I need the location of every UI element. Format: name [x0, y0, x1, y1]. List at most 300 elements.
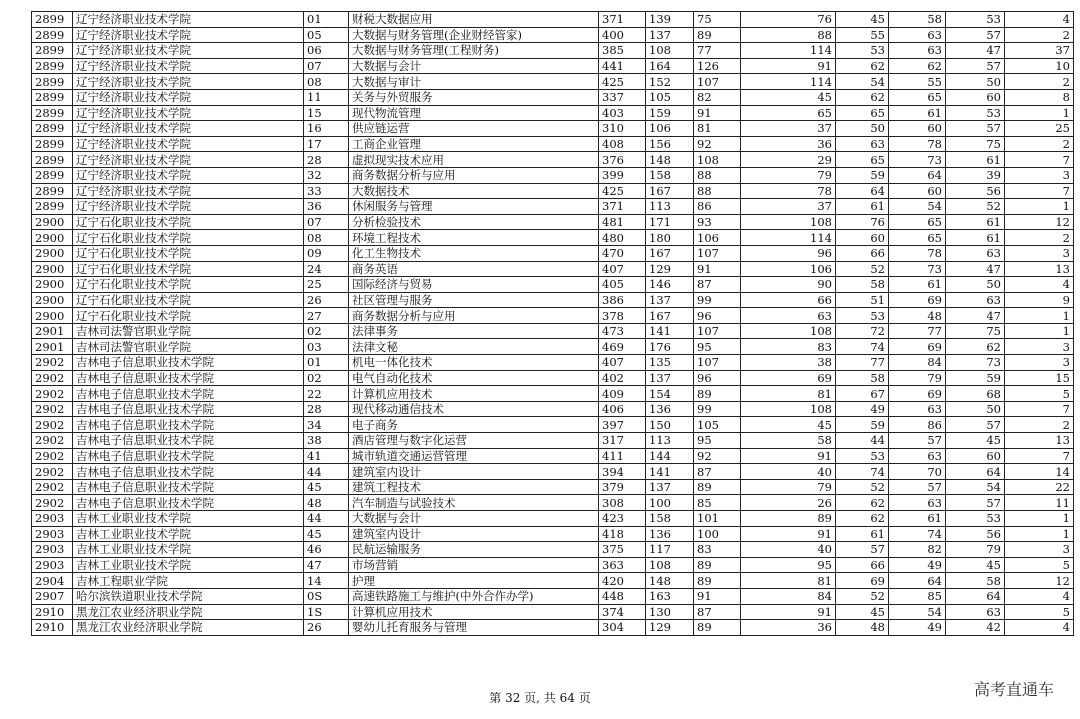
- cell-major-code: 03: [304, 339, 349, 355]
- cell-score-2: 107: [694, 74, 741, 90]
- cell-score-1: 136: [646, 401, 694, 417]
- cell-score-1: 105: [646, 89, 694, 105]
- cell-score-4: 59: [836, 167, 889, 183]
- cell-score-2: 95: [694, 433, 741, 449]
- cell-school-code: 2910: [32, 620, 73, 636]
- table-row: [32, 542, 1074, 558]
- cell-major-name: 虚拟现实技术应用: [349, 152, 599, 168]
- cell-score-2: 99: [694, 401, 741, 417]
- cell-score-1: 106: [646, 121, 694, 137]
- cell-score-5: 57: [889, 479, 946, 495]
- cell-score-5: 69: [889, 386, 946, 402]
- cell-major-code: 45: [304, 526, 349, 542]
- cell-score-5: 69: [889, 292, 946, 308]
- cell-total-score: 304: [599, 620, 646, 636]
- table-row: [32, 105, 1074, 121]
- cell-school-name: 辽宁经济职业技术学院: [73, 43, 304, 59]
- cell-major-name: 大数据与会计: [349, 58, 599, 74]
- cell-school-name: 辽宁经济职业技术学院: [73, 89, 304, 105]
- cell-total-score: 371: [599, 199, 646, 215]
- cell-school-code: 2900: [32, 292, 73, 308]
- cell-count: 10: [1005, 58, 1074, 74]
- table-row: [32, 277, 1074, 293]
- cell-school-name: 辽宁石化职业技术学院: [73, 230, 304, 246]
- cell-score-3: 29: [741, 152, 836, 168]
- cell-score-1: 167: [646, 308, 694, 324]
- cell-major-name: 电气自动化技术: [349, 370, 599, 386]
- cell-score-1: 163: [646, 588, 694, 604]
- cell-score-2: 89: [694, 557, 741, 573]
- cell-score-5: 49: [889, 620, 946, 636]
- cell-school-name: 辽宁经济职业技术学院: [73, 105, 304, 121]
- cell-score-4: 62: [836, 89, 889, 105]
- cell-count: 5: [1005, 604, 1074, 620]
- cell-score-3: 38: [741, 355, 836, 371]
- table-row: [32, 183, 1074, 199]
- cell-score-3: 81: [741, 386, 836, 402]
- cell-score-2: 87: [694, 464, 741, 480]
- cell-major-code: 15: [304, 105, 349, 121]
- table-row: [32, 386, 1074, 402]
- table-row: [32, 214, 1074, 230]
- cell-school-name: 辽宁经济职业技术学院: [73, 167, 304, 183]
- cell-score-1: 150: [646, 417, 694, 433]
- table-row: [32, 526, 1074, 542]
- cell-school-name: 辽宁经济职业技术学院: [73, 183, 304, 199]
- cell-score-5: 78: [889, 245, 946, 261]
- cell-score-1: 158: [646, 511, 694, 527]
- cell-major-name: 城市轨道交通运营管理: [349, 448, 599, 464]
- table-row: [32, 199, 1074, 215]
- cell-score-1: 167: [646, 183, 694, 199]
- cell-total-score: 337: [599, 89, 646, 105]
- cell-score-6: 50: [946, 277, 1005, 293]
- cell-school-name: 吉林电子信息职业技术学院: [73, 479, 304, 495]
- cell-score-5: 69: [889, 339, 946, 355]
- cell-school-name: 辽宁经济职业技术学院: [73, 152, 304, 168]
- cell-score-3: 91: [741, 448, 836, 464]
- cell-school-name: 黑龙江农业经济职业学院: [73, 620, 304, 636]
- cell-score-6: 45: [946, 557, 1005, 573]
- cell-school-code: 2903: [32, 526, 73, 542]
- cell-score-6: 57: [946, 27, 1005, 43]
- cell-score-4: 45: [836, 12, 889, 28]
- cell-count: 1: [1005, 199, 1074, 215]
- cell-school-code: 2899: [32, 167, 73, 183]
- cell-score-6: 58: [946, 573, 1005, 589]
- cell-score-3: 84: [741, 588, 836, 604]
- table-row: [32, 121, 1074, 137]
- cell-school-code: 2899: [32, 121, 73, 137]
- cell-score-6: 57: [946, 495, 1005, 511]
- cell-school-name: 辽宁经济职业技术学院: [73, 12, 304, 28]
- cell-score-1: 117: [646, 542, 694, 558]
- cell-total-score: 420: [599, 573, 646, 589]
- table-row: [32, 74, 1074, 90]
- cell-score-4: 63: [836, 136, 889, 152]
- cell-total-score: 376: [599, 152, 646, 168]
- cell-score-6: 63: [946, 245, 1005, 261]
- cell-score-6: 47: [946, 308, 1005, 324]
- cell-school-code: 2899: [32, 105, 73, 121]
- cell-score-5: 60: [889, 121, 946, 137]
- table-row: [32, 152, 1074, 168]
- cell-count: 15: [1005, 370, 1074, 386]
- cell-major-name: 现代移动通信技术: [349, 401, 599, 417]
- cell-score-4: 54: [836, 74, 889, 90]
- cell-score-2: 92: [694, 448, 741, 464]
- cell-major-name: 大数据与审计: [349, 74, 599, 90]
- cell-score-5: 48: [889, 308, 946, 324]
- cell-total-score: 470: [599, 245, 646, 261]
- cell-major-code: 09: [304, 245, 349, 261]
- cell-score-1: 171: [646, 214, 694, 230]
- cell-score-4: 69: [836, 573, 889, 589]
- cell-score-1: 159: [646, 105, 694, 121]
- cell-score-6: 47: [946, 43, 1005, 59]
- cell-major-name: 法律事务: [349, 323, 599, 339]
- cell-major-code: 26: [304, 620, 349, 636]
- cell-school-name: 辽宁经济职业技术学院: [73, 121, 304, 137]
- cell-score-1: 136: [646, 526, 694, 542]
- cell-score-6: 59: [946, 370, 1005, 386]
- cell-major-code: 11: [304, 89, 349, 105]
- cell-score-3: 95: [741, 557, 836, 573]
- admission-score-table: [31, 11, 1074, 636]
- cell-count: 2: [1005, 27, 1074, 43]
- cell-total-score: 402: [599, 370, 646, 386]
- cell-score-5: 57: [889, 433, 946, 449]
- cell-score-5: 63: [889, 401, 946, 417]
- cell-score-6: 57: [946, 121, 1005, 137]
- cell-score-1: 141: [646, 464, 694, 480]
- cell-score-6: 39: [946, 167, 1005, 183]
- cell-school-name: 黑龙江农业经济职业学院: [73, 604, 304, 620]
- cell-school-code: 2899: [32, 89, 73, 105]
- cell-total-score: 379: [599, 479, 646, 495]
- cell-count: 13: [1005, 261, 1074, 277]
- cell-total-score: 406: [599, 401, 646, 417]
- cell-major-code: 44: [304, 464, 349, 480]
- cell-score-4: 59: [836, 417, 889, 433]
- cell-score-4: 53: [836, 308, 889, 324]
- cell-total-score: 394: [599, 464, 646, 480]
- cell-school-name: 吉林电子信息职业技术学院: [73, 355, 304, 371]
- cell-score-3: 36: [741, 136, 836, 152]
- cell-score-5: 85: [889, 588, 946, 604]
- cell-score-3: 81: [741, 573, 836, 589]
- cell-score-3: 108: [741, 323, 836, 339]
- cell-score-4: 55: [836, 27, 889, 43]
- cell-score-1: 148: [646, 573, 694, 589]
- cell-school-name: 吉林电子信息职业技术学院: [73, 464, 304, 480]
- cell-count: 4: [1005, 588, 1074, 604]
- cell-major-name: 电子商务: [349, 417, 599, 433]
- cell-score-2: 89: [694, 620, 741, 636]
- cell-count: 3: [1005, 245, 1074, 261]
- cell-score-3: 26: [741, 495, 836, 511]
- cell-school-code: 2902: [32, 479, 73, 495]
- cell-score-4: 66: [836, 245, 889, 261]
- cell-score-2: 86: [694, 199, 741, 215]
- cell-score-5: 64: [889, 167, 946, 183]
- cell-score-4: 53: [836, 448, 889, 464]
- cell-score-5: 84: [889, 355, 946, 371]
- table-row: [32, 136, 1074, 152]
- cell-score-6: 60: [946, 448, 1005, 464]
- cell-score-6: 60: [946, 89, 1005, 105]
- cell-major-name: 分析检验技术: [349, 214, 599, 230]
- cell-score-5: 63: [889, 495, 946, 511]
- cell-total-score: 407: [599, 355, 646, 371]
- cell-major-name: 酒店管理与数字化运营: [349, 433, 599, 449]
- cell-school-name: 辽宁经济职业技术学院: [73, 136, 304, 152]
- cell-major-name: 大数据与财务管理(企业财经管家): [349, 27, 599, 43]
- cell-school-code: 2903: [32, 557, 73, 573]
- cell-count: 7: [1005, 183, 1074, 199]
- cell-school-name: 辽宁石化职业技术学院: [73, 261, 304, 277]
- cell-count: 3: [1005, 339, 1074, 355]
- cell-major-code: 33: [304, 183, 349, 199]
- cell-major-name: 市场营销: [349, 557, 599, 573]
- cell-score-2: 96: [694, 370, 741, 386]
- cell-score-3: 78: [741, 183, 836, 199]
- table-row: [32, 323, 1074, 339]
- cell-score-3: 91: [741, 604, 836, 620]
- table-row: [32, 464, 1074, 480]
- cell-score-2: 88: [694, 167, 741, 183]
- cell-score-6: 53: [946, 12, 1005, 28]
- cell-count: 2: [1005, 136, 1074, 152]
- cell-total-score: 363: [599, 557, 646, 573]
- cell-score-4: 74: [836, 339, 889, 355]
- cell-school-name: 吉林电子信息职业技术学院: [73, 417, 304, 433]
- cell-major-code: 48: [304, 495, 349, 511]
- cell-score-1: 139: [646, 12, 694, 28]
- cell-school-name: 辽宁经济职业技术学院: [73, 58, 304, 74]
- cell-score-5: 65: [889, 89, 946, 105]
- cell-score-4: 76: [836, 214, 889, 230]
- table-row: [32, 167, 1074, 183]
- cell-total-score: 308: [599, 495, 646, 511]
- cell-major-code: 0S: [304, 588, 349, 604]
- cell-score-5: 54: [889, 199, 946, 215]
- cell-score-3: 83: [741, 339, 836, 355]
- cell-score-6: 45: [946, 433, 1005, 449]
- cell-score-6: 56: [946, 183, 1005, 199]
- cell-total-score: 448: [599, 588, 646, 604]
- cell-score-2: 87: [694, 604, 741, 620]
- cell-score-1: 167: [646, 245, 694, 261]
- cell-major-name: 建筑室内设计: [349, 526, 599, 542]
- table-row: [32, 401, 1074, 417]
- cell-total-score: 403: [599, 105, 646, 121]
- cell-school-name: 吉林电子信息职业技术学院: [73, 370, 304, 386]
- cell-score-4: 72: [836, 323, 889, 339]
- cell-major-code: 17: [304, 136, 349, 152]
- cell-score-5: 63: [889, 27, 946, 43]
- cell-score-5: 74: [889, 526, 946, 542]
- cell-school-name: 吉林电子信息职业技术学院: [73, 401, 304, 417]
- cell-score-4: 52: [836, 479, 889, 495]
- cell-score-5: 55: [889, 74, 946, 90]
- cell-score-1: 130: [646, 604, 694, 620]
- cell-major-name: 国际经济与贸易: [349, 277, 599, 293]
- cell-score-6: 62: [946, 339, 1005, 355]
- cell-school-code: 2904: [32, 573, 73, 589]
- cell-school-code: 2899: [32, 136, 73, 152]
- cell-count: 2: [1005, 230, 1074, 246]
- cell-score-6: 63: [946, 604, 1005, 620]
- cell-school-code: 2900: [32, 261, 73, 277]
- cell-score-2: 95: [694, 339, 741, 355]
- cell-major-code: 32: [304, 167, 349, 183]
- cell-major-name: 大数据技术: [349, 183, 599, 199]
- cell-school-name: 哈尔滨铁道职业技术学院: [73, 588, 304, 604]
- cell-total-score: 371: [599, 12, 646, 28]
- cell-count: 7: [1005, 401, 1074, 417]
- cell-score-4: 65: [836, 105, 889, 121]
- cell-score-3: 40: [741, 542, 836, 558]
- cell-school-name: 吉林司法警官职业学院: [73, 339, 304, 355]
- cell-score-2: 75: [694, 12, 741, 28]
- cell-total-score: 411: [599, 448, 646, 464]
- cell-count: 7: [1005, 152, 1074, 168]
- cell-score-5: 78: [889, 136, 946, 152]
- cell-score-4: 64: [836, 183, 889, 199]
- cell-score-1: 129: [646, 620, 694, 636]
- cell-major-name: 社区管理与服务: [349, 292, 599, 308]
- table-row: [32, 573, 1074, 589]
- cell-score-4: 52: [836, 261, 889, 277]
- cell-school-name: 辽宁经济职业技术学院: [73, 199, 304, 215]
- table-row: [32, 261, 1074, 277]
- cell-total-score: 397: [599, 417, 646, 433]
- cell-score-3: 108: [741, 214, 836, 230]
- cell-score-1: 113: [646, 199, 694, 215]
- cell-score-2: 82: [694, 89, 741, 105]
- cell-count: 12: [1005, 573, 1074, 589]
- cell-school-code: 2902: [32, 355, 73, 371]
- cell-count: 4: [1005, 620, 1074, 636]
- cell-major-name: 商务数据分析与应用: [349, 167, 599, 183]
- table-row: [32, 230, 1074, 246]
- cell-major-code: 07: [304, 58, 349, 74]
- cell-score-3: 40: [741, 464, 836, 480]
- cell-score-1: 148: [646, 152, 694, 168]
- cell-score-6: 61: [946, 230, 1005, 246]
- cell-school-code: 2899: [32, 58, 73, 74]
- cell-total-score: 375: [599, 542, 646, 558]
- cell-major-code: 44: [304, 511, 349, 527]
- table-row: [32, 58, 1074, 74]
- cell-major-name: 机电一体化技术: [349, 355, 599, 371]
- cell-school-code: 2903: [32, 542, 73, 558]
- table-row: [32, 604, 1074, 620]
- cell-school-code: 2902: [32, 386, 73, 402]
- cell-major-code: 26: [304, 292, 349, 308]
- cell-score-2: 91: [694, 105, 741, 121]
- cell-total-score: 378: [599, 308, 646, 324]
- cell-major-code: 36: [304, 199, 349, 215]
- cell-school-name: 吉林电子信息职业技术学院: [73, 433, 304, 449]
- cell-count: 14: [1005, 464, 1074, 480]
- cell-major-code: 07: [304, 214, 349, 230]
- cell-score-6: 52: [946, 199, 1005, 215]
- cell-school-code: 2900: [32, 230, 73, 246]
- cell-score-2: 107: [694, 355, 741, 371]
- cell-major-name: 计算机应用技术: [349, 604, 599, 620]
- cell-major-code: 27: [304, 308, 349, 324]
- cell-count: 2: [1005, 417, 1074, 433]
- cell-count: 1: [1005, 105, 1074, 121]
- cell-score-1: 100: [646, 495, 694, 511]
- cell-total-score: 409: [599, 386, 646, 402]
- cell-score-2: 89: [694, 386, 741, 402]
- cell-score-3: 65: [741, 105, 836, 121]
- cell-score-4: 67: [836, 386, 889, 402]
- cell-major-name: 工商企业管理: [349, 136, 599, 152]
- page-footer: 第 32 页, 共 64 页: [489, 691, 591, 705]
- cell-count: 22: [1005, 479, 1074, 495]
- cell-score-2: 85: [694, 495, 741, 511]
- cell-count: 3: [1005, 542, 1074, 558]
- cell-score-3: 90: [741, 277, 836, 293]
- cell-major-code: 22: [304, 386, 349, 402]
- cell-count: 1: [1005, 308, 1074, 324]
- cell-school-code: 2900: [32, 245, 73, 261]
- cell-score-4: 49: [836, 401, 889, 417]
- cell-school-name: 吉林电子信息职业技术学院: [73, 448, 304, 464]
- cell-major-name: 建筑室内设计: [349, 464, 599, 480]
- cell-major-code: 46: [304, 542, 349, 558]
- cell-school-code: 2902: [32, 370, 73, 386]
- cell-score-3: 108: [741, 401, 836, 417]
- cell-score-2: 89: [694, 479, 741, 495]
- table-row: [32, 620, 1074, 636]
- cell-school-name: 辽宁石化职业技术学院: [73, 214, 304, 230]
- cell-count: 9: [1005, 292, 1074, 308]
- cell-count: 12: [1005, 214, 1074, 230]
- cell-school-name: 吉林电子信息职业技术学院: [73, 495, 304, 511]
- cell-school-code: 2902: [32, 464, 73, 480]
- cell-count: 1: [1005, 526, 1074, 542]
- cell-count: 7: [1005, 448, 1074, 464]
- cell-score-3: 89: [741, 511, 836, 527]
- cell-score-6: 64: [946, 464, 1005, 480]
- cell-score-2: 87: [694, 277, 741, 293]
- cell-score-3: 114: [741, 74, 836, 90]
- cell-score-1: 144: [646, 448, 694, 464]
- cell-score-5: 61: [889, 105, 946, 121]
- cell-major-name: 计算机应用技术: [349, 386, 599, 402]
- cell-score-2: 93: [694, 214, 741, 230]
- cell-score-4: 58: [836, 277, 889, 293]
- cell-count: 13: [1005, 433, 1074, 449]
- cell-score-5: 58: [889, 12, 946, 28]
- cell-score-1: 129: [646, 261, 694, 277]
- cell-score-4: 53: [836, 43, 889, 59]
- cell-total-score: 480: [599, 230, 646, 246]
- cell-score-2: 88: [694, 183, 741, 199]
- cell-score-2: 89: [694, 573, 741, 589]
- cell-score-5: 79: [889, 370, 946, 386]
- cell-school-name: 吉林司法警官职业学院: [73, 323, 304, 339]
- cell-count: 2: [1005, 74, 1074, 90]
- cell-score-1: 108: [646, 43, 694, 59]
- cell-school-name: 辽宁石化职业技术学院: [73, 292, 304, 308]
- cell-score-4: 45: [836, 604, 889, 620]
